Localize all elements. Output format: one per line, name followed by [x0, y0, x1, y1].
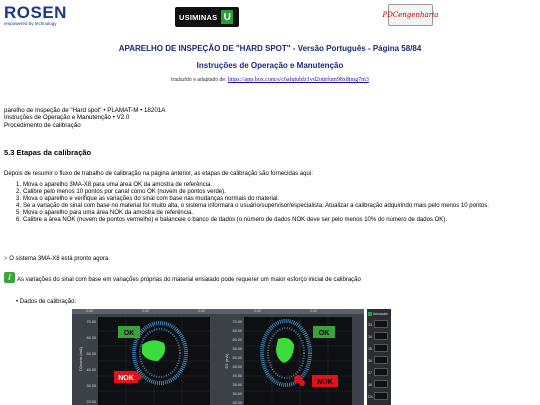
right-y-axis-label: D2 (mA) [224, 353, 229, 369]
usiminas-logo [175, 7, 239, 27]
tick-label: 45.00 [232, 365, 242, 369]
list-item: 2. Calibre pelo menos 10 pontos por canal como OK (nuvem de pontos verde). [16, 189, 226, 195]
tick-label: 65.00 [232, 329, 242, 333]
tick-label: 40.00 [86, 368, 96, 372]
translation-prefix: traduzido e adaptado de: [171, 77, 227, 83]
calibration-steps-list [16, 182, 526, 224]
tick-label: 50.00 [86, 352, 96, 356]
list-item: 3. Mova o aparelho e verifique as variações do sinal com base nas mudanças normais do material. [16, 196, 280, 202]
ready-marker: > [4, 256, 8, 262]
calibration-screenshot [72, 309, 364, 405]
tick-label: 30.00 [232, 392, 242, 396]
autoscale-toggle[interactable]: Autoscale [368, 311, 390, 317]
tick-label: 25.00 [232, 401, 242, 405]
note-text: As variações do sinal com base em variações próprias do material ensaiado pode requerer um maior esforço inicial de calibração [17, 277, 361, 283]
channel-cell [374, 320, 388, 328]
info-note [4, 272, 361, 283]
usiminas-mark: U [221, 10, 233, 24]
meta-line-2: Instruções de Operação e Manutenção • V2.0 [4, 114, 130, 122]
page-title: APARELHO DE INSPEÇÃO DE "HARD SPOT" - Versão Português - Página 58/84 [118, 44, 422, 53]
usiminas-brand: USIMINAS [179, 12, 218, 22]
left-scatter-plot [98, 317, 210, 405]
tick-label: 60.00 [86, 336, 96, 340]
intro-paragraph: Depois de resumir o fluxo de trabalho de calibração na página anterior, as etapas de calibração são fornecidas aqui: [4, 171, 313, 177]
right-scatter-plot [244, 317, 352, 405]
channel-cell [374, 380, 388, 388]
nok-label-left: NOK [118, 375, 134, 382]
list-item: 1. Mova o aparelho 3MA-X8 para uma área OK da amostra de referência. [16, 182, 213, 188]
channel-sidebar: Autoscale 33 34 35 36 37 38 DX [367, 309, 391, 405]
rosen-brand: ROSEN [4, 3, 67, 22]
tick-label: 55.00 [232, 347, 242, 351]
tick-label: 40.00 [232, 374, 242, 378]
list-item: 5. Mova o aparelho para uma área NOK da amostra de referência. [16, 210, 194, 216]
tick-label: 70.00 [232, 320, 242, 324]
section-title: 5.3 Etapas da calibração [4, 148, 92, 157]
list-item: 4. Se a variação do sinal com base no material for muito alta, o sistema informará o usuário/supervisor/especialista. Atualizar a calibração adquirindo mais pelo menos 10 pontos. [16, 203, 489, 209]
tick-label: 30.00 [86, 384, 96, 388]
plot-top-bar: 0.00 0.00 0.00 0.00 0.00 [72, 309, 364, 314]
nok-label-right: NOK [317, 379, 333, 386]
pdc-logo-text: PDCengenharia [382, 11, 439, 19]
channel-cell [374, 368, 388, 376]
source-link[interactable]: https://app.box.com/s/c6afqtuhfz1vd2ottrfum98x8jmg7m3 [227, 77, 369, 83]
ok-label-right: OK [318, 330, 330, 337]
calibration-plots [72, 309, 364, 405]
channel-cell [374, 332, 388, 340]
rosen-logo [4, 4, 76, 27]
calibration-data-label: • Dados de calibração: [16, 299, 77, 305]
channel-cell [374, 392, 388, 400]
channel-cell [374, 344, 388, 352]
rosen-tagline: empowered by technology [4, 21, 57, 26]
system-ready-text: > O sistema 3MA-X8 está pronto agora. [4, 256, 110, 262]
info-icon: i [4, 272, 15, 283]
channel-cell [374, 356, 388, 364]
tick-label: 50.00 [232, 356, 242, 360]
tick-label: 35.00 [232, 383, 242, 387]
tick-label: 20.00 [86, 400, 96, 404]
page-subtitle: Instruções de Operação e Manutenção [196, 61, 344, 70]
tick-label: 60.00 [232, 338, 242, 342]
pdc-logo [382, 4, 439, 26]
meta-line-3: Procedimento de calibração [4, 121, 81, 129]
left-y-axis-label: D2norm (mA) [78, 346, 83, 372]
checkbox-icon [368, 312, 372, 316]
document-meta [4, 107, 165, 129]
list-item: 6. Calibre a área NOK (nuvem de pontos vermelho) e balanceie o banco de dados (o número de dados NOK deve ser pelo menos 10% do número de dados OK). [16, 217, 447, 223]
meta-line-1: parelho de Inspeção de "Hard spot" • PLAMAT-M • 18201A [4, 107, 166, 114]
translation-source [0, 77, 540, 83]
ok-label-left: OK [123, 330, 135, 337]
tick-label: 70.00 [86, 320, 96, 324]
